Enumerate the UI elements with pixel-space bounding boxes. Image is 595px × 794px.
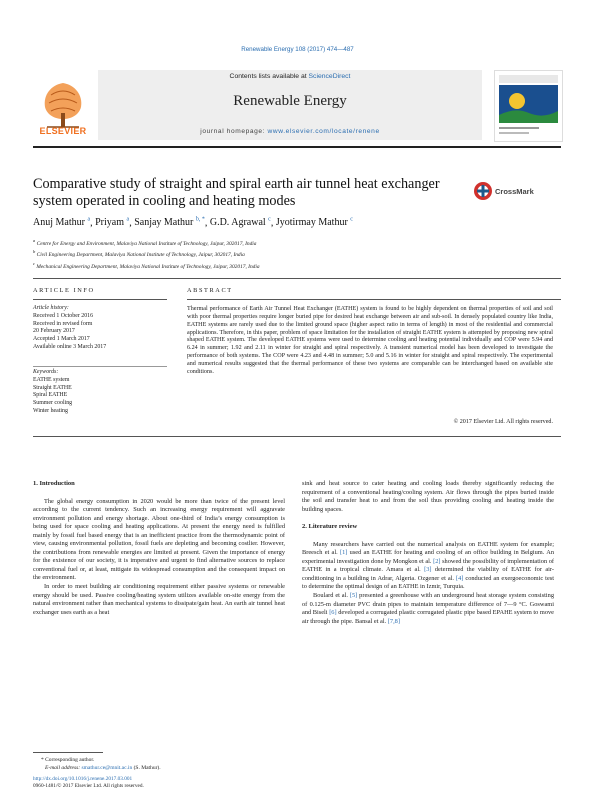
crossmark-label: CrossMark bbox=[495, 187, 534, 196]
citation-link[interactable]: [2] bbox=[433, 557, 441, 565]
keyword: EATHE system bbox=[33, 376, 70, 383]
affiliations bbox=[33, 237, 553, 271]
affiliation-rule bbox=[33, 278, 561, 279]
citation-link[interactable]: [7,8] bbox=[387, 617, 400, 625]
keywords bbox=[33, 369, 167, 416]
crossmark-icon[interactable] bbox=[472, 180, 544, 202]
journal-cover-image[interactable] bbox=[494, 70, 563, 142]
author[interactable]: Anuj Mathur $^a$ bbox=[33, 217, 91, 229]
author[interactable]: Jyotirmay Mathur $^c$ bbox=[275, 217, 353, 229]
keyword: Summer cooling bbox=[33, 400, 73, 407]
history-item: Received in revised form bbox=[33, 320, 93, 327]
page-bottom bbox=[33, 776, 333, 790]
body-right-column bbox=[302, 480, 554, 626]
citation-link[interactable]: [5] bbox=[349, 592, 358, 600]
article-info-heading: ARTICLE INFO bbox=[33, 287, 95, 294]
body-left-column bbox=[33, 480, 285, 617]
history-item: 20 February 2017 bbox=[33, 328, 75, 335]
abstract-heading: ABSTRACT bbox=[187, 287, 233, 294]
sciencedirect-link[interactable]: ScienceDirect bbox=[308, 73, 351, 80]
footnote: * Corresponding author. E-mail address: smathur.ce@mnit.ac.in (S. Mathur). bbox=[33, 757, 293, 772]
publisher-name: ELSEVIER bbox=[39, 126, 87, 136]
citation-link[interactable]: [4] bbox=[455, 574, 464, 582]
history-item: Available online 3 March 2017 bbox=[33, 343, 107, 350]
contents-prefix: Contents lists available at bbox=[229, 73, 309, 80]
paragraph: In order to meet building air conditioning requirement either passive systems or renewable energy should be used. Passive cooling/heating system utilizes available on-site energy from the natural environment rather than mechanical systems to dissipate/gain heat. An earth air tunnel heat exchanger uses earth as a heat bbox=[33, 583, 285, 616]
author[interactable]: Priyam $^a$ bbox=[95, 217, 130, 229]
doi-link[interactable]: http://dx.doi.org/10.1016/j.renene.2017.03.001 bbox=[33, 776, 133, 782]
paragraph: Many researchers have carried out the numerical analysis on EATHE system for example; Breesch et al. [1] used an EATHE for heating and cooling of an office building in Belgium. An experimental investigation done by Mongkon et al. [2] showed the possibility of implementation of EATHE in a tropical climate. Amara et al. [3] determined the viability of EATHE for air-conditioning in a building in Adrar, Algeria. Ozgener et al. [4] conducted an exergoeconomic test to determine the optimal design of an EATHE in Izmir, Turquia. bbox=[302, 540, 554, 591]
email-label: E-mail address: bbox=[45, 764, 82, 771]
corresponding-author: * Corresponding author. bbox=[41, 757, 95, 763]
keywords-rule bbox=[33, 366, 167, 367]
email-link[interactable]: smathur.ce@mnit.ac.in bbox=[81, 764, 133, 771]
homepage-prefix: journal homepage: bbox=[200, 128, 268, 135]
author[interactable]: Sanjay Mathur $^{b, *}$ bbox=[134, 217, 205, 229]
history-label: Article history: bbox=[33, 305, 69, 311]
homepage-link[interactable]: www.elsevier.com/locate/renene bbox=[267, 128, 380, 135]
abstract-bottom-rule bbox=[33, 436, 561, 437]
footnote-rule bbox=[33, 752, 103, 753]
journal-reference[interactable]: Renewable Energy 108 (2017) 474—487 bbox=[241, 46, 354, 53]
paragraph: sink and heat source to cater heating and cooling loads thereby significantly reducing the requirement of a conventional heating/cooling system. Air flows through the pipes buried inside the soil and transfer heat to and from the soil thus providing cooling and heating inside the building spaces. bbox=[302, 480, 554, 513]
author-list: Anuj Mathur $^a$, Priyam $^a$, Sanjay Mathur $^{b, *}$, G.D. Agrawal $^c$, Jyotirmay Mathur $^c$ bbox=[33, 217, 353, 229]
rights-line: 0960-1481/© 2017 Elsevier Ltd. All rights reserved. bbox=[33, 783, 144, 789]
article-info-rule bbox=[33, 299, 167, 300]
citation-link[interactable]: [3] bbox=[424, 566, 432, 574]
journal-homepage bbox=[98, 128, 482, 135]
section-heading: 2. Literature review bbox=[302, 523, 358, 531]
history-item: Received 1 October 2016 bbox=[33, 312, 94, 319]
contents-line bbox=[98, 73, 482, 80]
citation-link[interactable]: [6] bbox=[329, 609, 337, 617]
article-info bbox=[33, 305, 167, 352]
abstract-rule bbox=[187, 299, 561, 300]
keywords-label: Keywords: bbox=[33, 369, 59, 375]
keyword: Straight EATHE bbox=[33, 384, 72, 391]
keyword: Spiral EATHE bbox=[33, 392, 68, 399]
section-heading: 1. Introduction bbox=[33, 480, 75, 487]
journal-title: Renewable Energy bbox=[233, 93, 347, 109]
header-rule bbox=[33, 146, 561, 148]
affiliation: $^c$ Mechanical Engineering Department, Malaviya National Institute of Technology, Jaipur, 302017, India bbox=[33, 260, 260, 270]
citation-link[interactable]: [1] bbox=[339, 549, 348, 557]
affiliation: $^b$ Civil Engineering Department, Malaviya National Institute of Technology, Jaipur, 302017, India bbox=[33, 249, 245, 259]
abstract-text: Thermal performance of Earth Air Tunnel Heat Exchanger (EATHE) system is found to be highly dependent on thermal properties of soil and soil with poor thermal properties require longer buried pipe for desired heat exchange between air and sub-soil. In densely populated country like India, EATHE systems are rarely used due to the limited ground space (higher aspect ratio in terms of length) in most of the residential and commercial applications. Therefore, in this paper, problem of space limitation for the installation of straight EATHE system is attempted by proposing new spiral shaped EATHE system. The developed EATHE systems were used to determine cooling and heating potential individually and COP were 5.94 and 6.24 in summer; 1.92 and 2.11 in winter for straight and spiral respectively. A transient numerical model has been developed to investigate the performance of both systems. The COP were 4.23 and 4.48 in summer; 5.0 and 5.16 in winter for straight and spiral respectively. The experimental and numerical results suggested that the thermal performance of these two systems are comparable can be interchanged based on available site conditions. bbox=[187, 306, 553, 375]
abstract-copyright: © 2017 Elsevier Ltd. All rights reserved. bbox=[453, 419, 553, 425]
history-item: Accepted 1 March 2017 bbox=[33, 336, 90, 343]
author[interactable]: G.D. Agrawal $^c$ bbox=[209, 217, 271, 229]
article-title: Comparative study of straight and spiral earth air tunnel heat exchanger system operated in cooling and heating modes bbox=[33, 176, 440, 209]
keyword: Winter heating bbox=[33, 407, 68, 414]
affiliation: $^a$ Centre for Energy and Environment, Malaviya National Institute of Technology, Jaipur, 302017, India bbox=[33, 238, 257, 247]
paragraph: Boulard et al. [5] presented a greenhouse with an underground heat storage system consisting of 0.125-m diameter PVC drain pipes to maintain temperature difference of 7—9 °C. Goswami and Biseli [6] developed a corrugated plastic corrugated plastic pipe based EPAHE system to move air through the pipe. Bansal et al. [7,8] bbox=[302, 592, 555, 625]
paragraph: The global energy consumption in 2020 would be more than twice of the present level according to the current tendency. Such an increasing energy requirement will aggravate environment pollution and energy shortage. About one-third of India’s energy consumption is being used for space cooling and heating applications. At present the energy need is fulfilled mainly by fossil fuel based energy that is an inefficient practice from the thermodynamic point of view, causing environmental pollution, fossil fuels are depleting and becoming costlier. However, the contributions from renewable energies are limited at present. Given the importance of energy for the existence of our society, it is imperative and urgent to find alternative sources to replace conventional fuel or, at least, mitigate its widespread consumption and the consequent impact on the environment. bbox=[33, 497, 285, 582]
